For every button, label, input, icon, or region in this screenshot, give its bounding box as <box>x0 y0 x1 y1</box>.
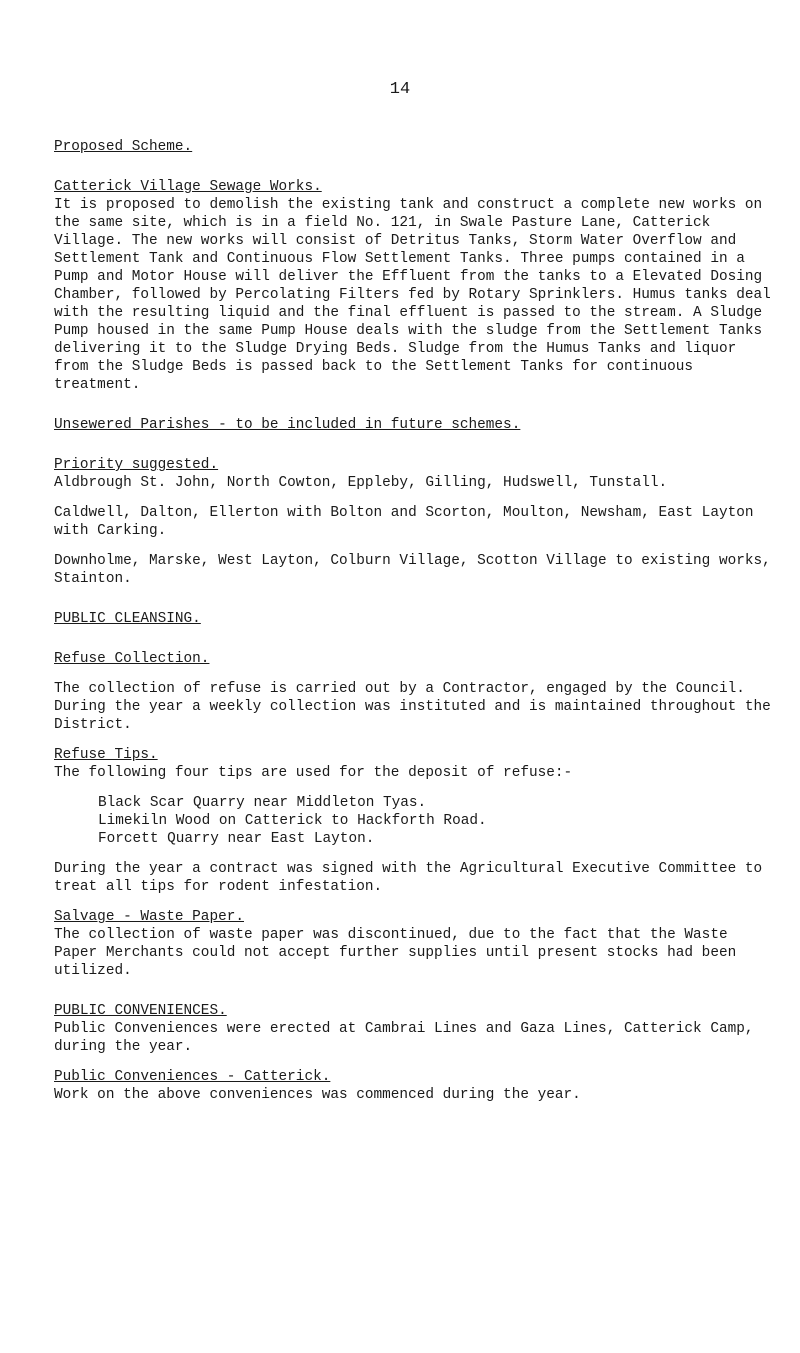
contract-note: During the year a contract was signed with the Agricultural Executive Committee to treat all tips for rodent infestation. <box>54 861 763 895</box>
parish-group-1: Aldbrough St. John, North Cowton, Eppleby, Gilling, Hudswell, Tunstall. <box>54 475 668 491</box>
list-item: Limekiln Wood on Catterick to Hackforth Road. <box>98 813 487 829</box>
list-item: Forcett Quarry near East Layton. <box>98 831 375 847</box>
refuse-tips-intro: The following four tips are used for the deposit of refuse:- <box>54 765 573 781</box>
parish-group-3: Downholme, Marske, West Layton, Colburn Village, Scotton Village to existing works, Stainton. <box>54 553 771 587</box>
refuse-collection-body: The collection of refuse is carried out by a Contractor, engaged by the Council. During the year a weekly collection was instituted and is maintained throughout the District. <box>54 681 771 733</box>
unsewered-heading: Unsewered Parishes - to be included in future schemes. <box>54 417 521 433</box>
public-conveniences-heading: PUBLIC CONVENIENCES. <box>54 1003 227 1019</box>
catterick-conveniences-heading: Public Conveniences - Catterick. <box>54 1069 331 1085</box>
list-item: Black Scar Quarry near Middleton Tyas. <box>98 795 427 811</box>
refuse-tips-heading: Refuse Tips. <box>54 747 158 763</box>
catterick-conveniences-body: Work on the above conveniences was commenced during the year. <box>54 1087 581 1103</box>
page-number: 14 <box>389 80 411 99</box>
catterick-body: It is proposed to demolish the existing tank and construct a complete new works on the same site, which is in a field No. 121, in Swale Pasture Lane, Catterick Village. The new works will consist of Detritus Tanks, Storm Water Overflow and Settlement Tank and Continuous Flow Settlement Tanks. Three pumps contained in a Pump and Motor House will deliver the Effluent from the tanks to a Elevated Dosing Chamber, followed by Percolating Filters fed by Rotary Sprinklers. Humus tanks deal with the resulting liquid and the final effluent is passed to the stream. A Sludge Pump housed in the same Pump House deals with the sludge from the Settlement Tanks delivering it to the Sludge Drying Beds. Sludge from the Humus Tanks and liquor from the Sludge Beds is passed back to the Settlement Tanks for continuous treatment. <box>54 197 771 393</box>
public-cleansing-heading: PUBLIC CLEANSING. <box>54 611 201 627</box>
page-content <box>54 138 774 1104</box>
refuse-collection-heading: Refuse Collection. <box>54 651 210 667</box>
salvage-body: The collection of waste paper was discontinued, due to the fact that the Waste Paper Merchants could not accept further supplies until present stocks had been utilized. <box>54 927 737 979</box>
catterick-heading: Catterick Village Sewage Works. <box>54 179 322 195</box>
salvage-heading: Salvage - Waste Paper. <box>54 909 244 925</box>
proposed-scheme-heading: Proposed Scheme. <box>54 139 193 155</box>
tips-list <box>54 794 774 848</box>
priority-label: Priority suggested. <box>54 457 219 473</box>
public-conveniences-body: Public Conveniences were erected at Cambrai Lines and Gaza Lines, Catterick Camp, during the year. <box>54 1021 754 1055</box>
parish-group-2: Caldwell, Dalton, Ellerton with Bolton and Scorton, Moulton, Newsham, East Layton with Carking. <box>54 505 754 539</box>
